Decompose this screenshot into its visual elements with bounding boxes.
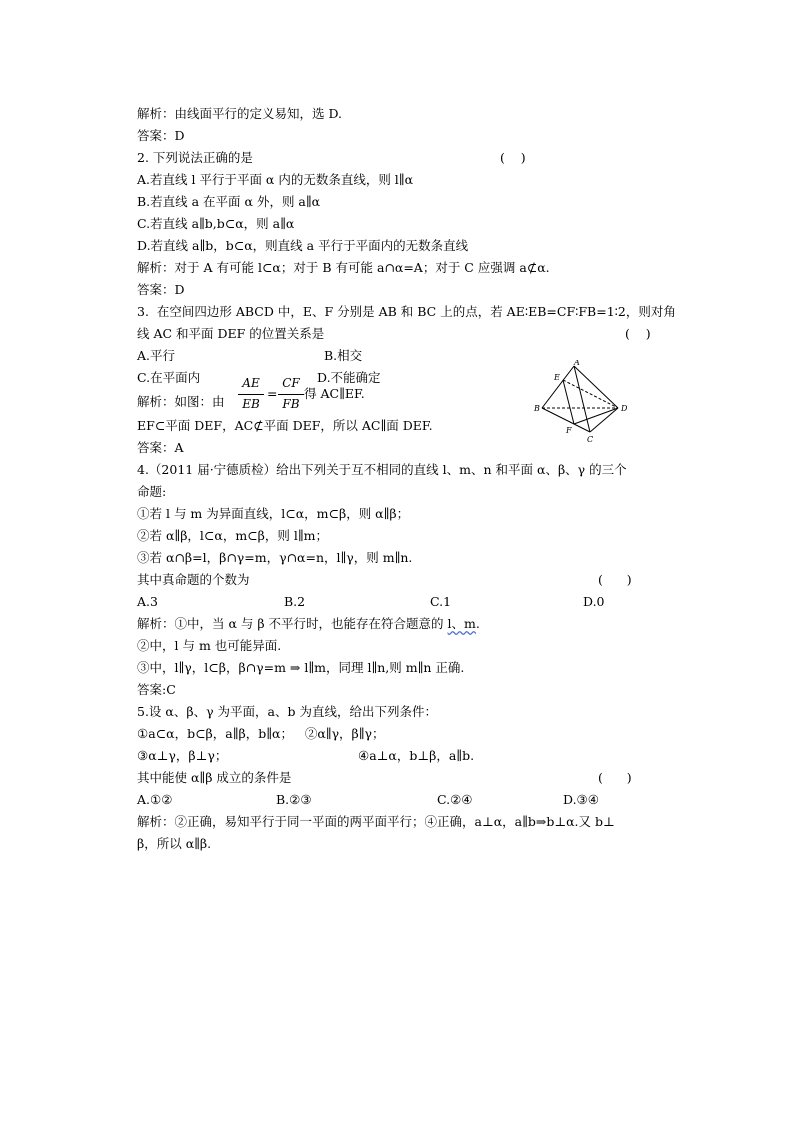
edge-ac <box>574 366 590 432</box>
question-4-cont: 命题: <box>137 484 167 499</box>
label-e: E <box>554 373 560 382</box>
solution-line: 解析：对于 A 有可能 l⊂α；对于 B 有可能 a∩α=A；对于 C 应强调 a⊄α. <box>137 260 550 275</box>
answer-line: 答案：D <box>137 128 185 143</box>
edge-cd <box>590 408 618 432</box>
question-4-ask: 其中真命题的个数为 <box>137 572 250 587</box>
proposition-1: ①若 l 与 m 为异面直线，l⊂α，m⊂β，则 α∥β； <box>137 506 410 521</box>
tetrahedron-figure <box>532 360 632 444</box>
option-d: D.0 <box>583 594 605 609</box>
fraction-denominator: EB <box>242 397 260 411</box>
option-a: A.①② <box>137 792 173 807</box>
answer-line: 答案：D <box>137 282 185 297</box>
option-b: B.2 <box>284 594 306 609</box>
solution-line: β，所以 α∥β. <box>137 836 212 851</box>
question-4: 4.（2011 届·宁德质检）给出下列关于互不相同的直线 l、m、n 和平面 α、β、γ 的三个 <box>137 462 627 477</box>
answer-line: 答案：A <box>137 440 184 455</box>
condition-line: ④a⊥α，b⊥β，a∥b. <box>358 748 475 763</box>
proposition-3: ③若 α∩β=l，β∩γ=m，γ∩α=n，l∥γ，则 m∥n. <box>137 550 413 565</box>
answer-line: 答案:C <box>137 682 176 697</box>
edge-ad <box>574 366 618 408</box>
question-3: 3. 在空间四边形 ABCD 中，E、F 分别是 AB 和 BC 上的点，若 AE∶EB=CF∶FB=1∶2，则对角 <box>137 304 676 319</box>
solution-line: ③中，l∥γ，l⊂β，β∩γ=m ⇒ l∥m，同理 l∥n,则 m∥n 正确. <box>137 660 465 675</box>
option-c: C.若直线 a∥b,b⊂α，则 a∥α <box>137 216 295 231</box>
segment-ed <box>563 380 618 408</box>
solution-line: ②中，l 与 m 也可能异面. <box>137 638 282 653</box>
solution-line <box>137 616 480 632</box>
option-d: D.不能确定 <box>317 370 381 385</box>
option-b: B.②③ <box>276 792 312 807</box>
equals-sign: = <box>267 386 278 401</box>
answer-paren: ( ) <box>625 326 651 341</box>
segment-fd <box>574 408 618 424</box>
question-2: 2. 下列说法正确的是 <box>137 150 253 165</box>
answer-paren: ( ) <box>598 572 632 587</box>
question-3-cont: 线 AC 和平面 DEF 的位置关系是 <box>137 326 325 341</box>
solution-line: 解析：如图：由 <box>137 394 225 409</box>
option-d: D.③④ <box>563 792 599 807</box>
label-f: F <box>566 426 572 435</box>
option-c: C.在平面内 <box>137 370 201 385</box>
condition-line: ①a⊂α，b⊂β，a∥β，b∥α； ②α∥γ，β∥γ； <box>137 726 385 741</box>
spellcheck-mark: l、m <box>447 616 476 631</box>
fraction-numerator: AE <box>242 376 260 390</box>
fraction-denominator: FB <box>282 397 300 411</box>
option-a: A.平行 <box>137 348 176 363</box>
answer-paren: ( ) <box>598 770 632 785</box>
solution-text: . <box>475 616 480 631</box>
option-a: A.3 <box>137 594 158 609</box>
solution-line: 解析：由线面平行的定义易知，选 D. <box>137 106 343 121</box>
solution-text: 得 AC∥EF. <box>304 386 365 401</box>
fraction-bar <box>238 394 264 395</box>
label-d: D <box>621 404 628 413</box>
option-b: B.若直线 a 在平面 α 外，则 a∥α <box>137 194 321 209</box>
condition-line: ③α⊥γ，β⊥γ； <box>137 748 228 763</box>
solution-line: 解析：②正确，易知平行于同一平面的两平面平行；④正确，a⊥α，a∥b⇒b⊥α.又 b⊥ <box>137 814 615 829</box>
option-d: D.若直线 a∥b，b⊂α，则直线 a 平行于平面内的无数条直线 <box>137 238 469 253</box>
label-a: A <box>574 360 580 367</box>
option-c: C.1 <box>430 594 452 609</box>
label-c: C <box>587 435 594 444</box>
proposition-2: ②若 α∥β，l⊂α，m⊂β，则 l∥m； <box>137 528 328 543</box>
option-a: A.若直线 l 平行于平面 α 内的无数条直线，则 l∥α <box>137 172 414 187</box>
label-b: B <box>534 404 540 413</box>
solution-line: EF⊂平面 DEF，AC⊄平面 DEF，所以 AC∥面 DEF. <box>137 418 433 433</box>
solution-text: 解析：①中，当 α 与 β 不平行时，也能存在符合题意的 <box>137 616 448 631</box>
fraction-bar <box>278 394 304 395</box>
segment-ef <box>563 380 574 424</box>
question-5-ask: 其中能使 α∥β 成立的条件是 <box>137 770 292 785</box>
answer-paren: ( ) <box>500 150 526 165</box>
option-b: B.相交 <box>324 348 363 363</box>
question-5: 5.设 α、β、γ 为平面，a、b 为直线，给出下列条件： <box>137 704 437 719</box>
fraction-numerator: CF <box>282 376 300 390</box>
option-c: C.②④ <box>437 792 473 807</box>
